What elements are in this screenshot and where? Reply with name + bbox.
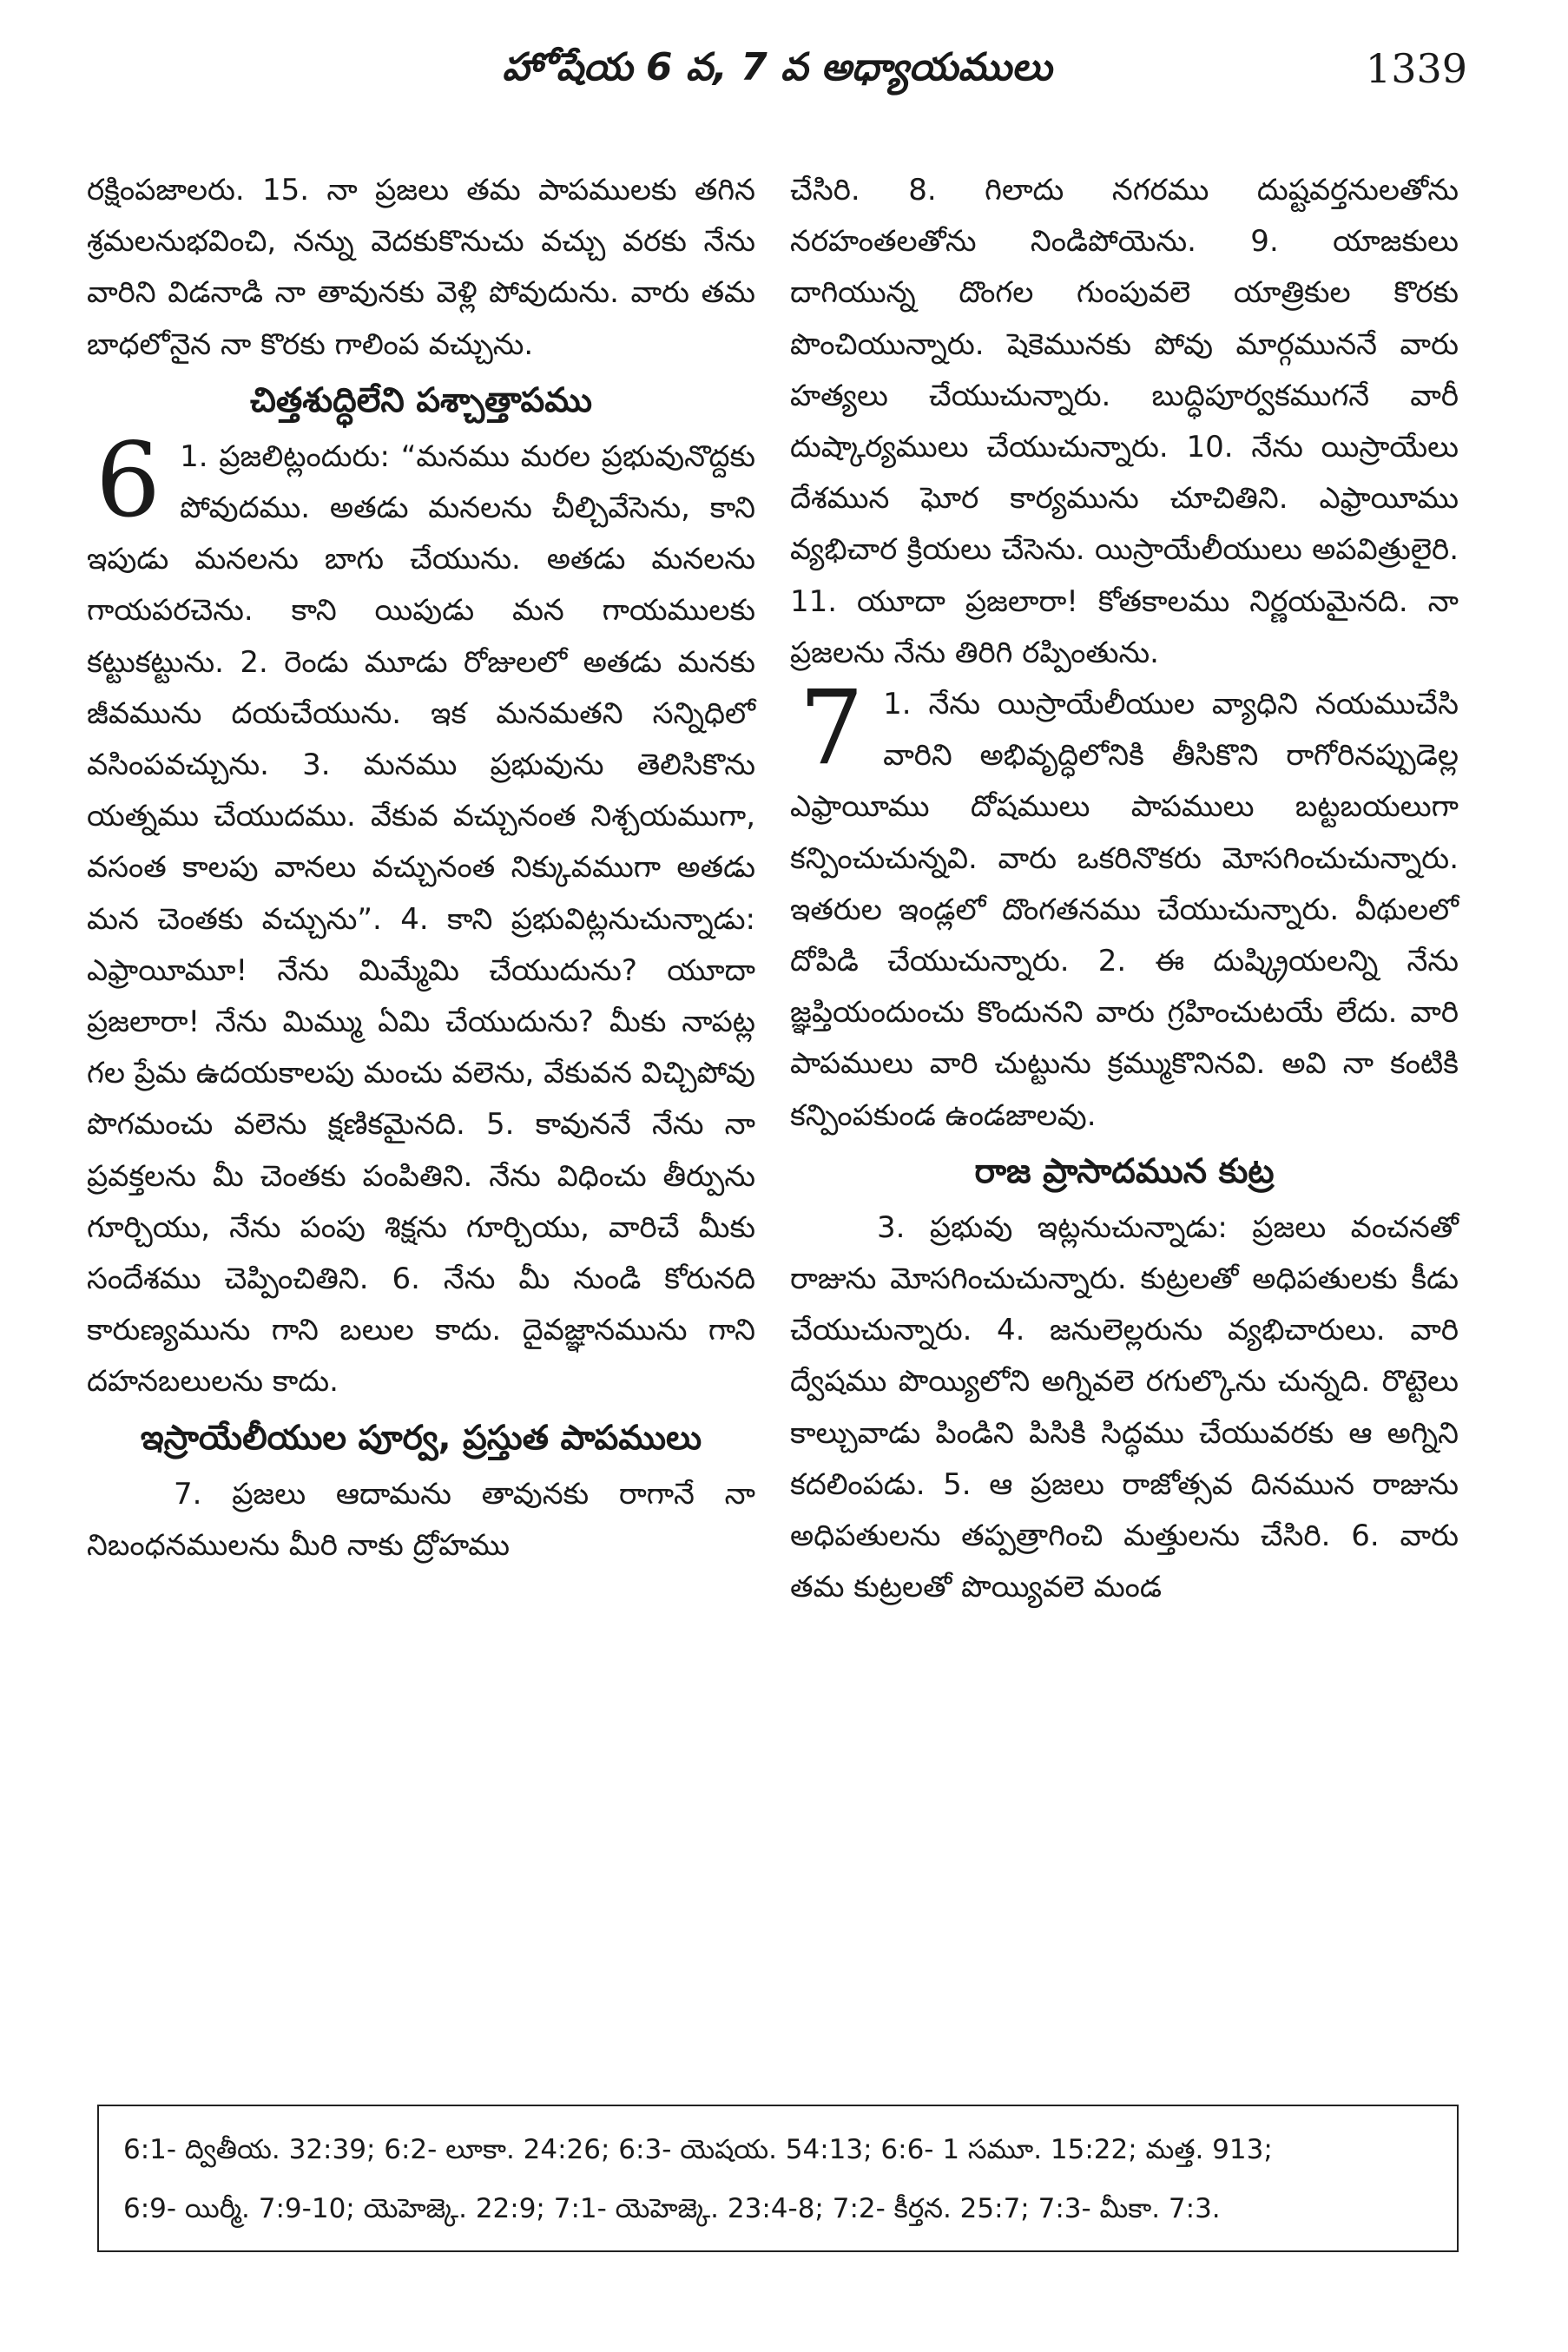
- paragraph-chapter-7: 1. నేను యిస్రాయేలీయుల వ్యాధిని నయముచేసి వారిని అభివృద్ధిలోనికి తీసికొని రాగోరినప్పుడెల్ల ఎఫ్రాయీము దోషములు పాపములు బట్టబయలుగా కన్పించుచున్నవి. వారు ఒకరినొకరు మోసగించుచున్నారు. ఇతరుల ఇండ్లలో దొంగతనము చేయుచున్నారు. వీథులలో దోపిడి చేయుచున్నారు. 2. ఈ దుష్క్రియలన్ని నేను జ్ఞప్తియందుంచు కొందునని వారు గ్రహించుటయే లేదు. వారి పాపములు వారి చుట్టును క్రమ్ముకొనినవి. అవి నా కంటికి కన్పింపకుండ ఉండజాలవు.: [790, 687, 1459, 1133]
- page-number: 1339: [1365, 45, 1467, 92]
- cross-reference-line: 6:1- ద్వితీయ. 32:39; 6:2- లూకా. 24:26; 6:3- యెషయ. 54:13; 6:6- 1 సమూ. 15:22; మత్త. 913;: [123, 2134, 1273, 2165]
- section-heading-insincere-repentance: చిత్తశుద్ధిలేని పశ్చాత్తాపము: [250, 380, 592, 420]
- chapter-number-7: 7: [799, 668, 865, 788]
- paragraph-verse-7: 7. ప్రజలు ఆదామను తావునకు రాగానే నా నిబంధనములను మీరి నాకు ద్రోహము: [87, 1476, 755, 1563]
- chapter-number-6: 6: [96, 419, 161, 540]
- paragraph-verse-15: రక్షింపజాలరు. 15. నా ప్రజలు తమ పాపములకు తగిన శ్రమలనుభవించి, నన్ను వెదకుకొనుచు వచ్చు వరకు నేను వారిని విడనాడి నా తావునకు వెళ్లి పోవుదును. వారు తమ బాధలోనైన నా కొరకు గాలింప వచ్చును.: [87, 173, 755, 362]
- section-heading-israel-sins: ఇస్రాయేలీయుల పూర్వ, ప్రస్తుత పాపములు: [140, 1418, 702, 1458]
- paragraph-chapter-6: 1. ప్రజలిట్లందురు: “మనము మరల ప్రభువునొద్దకు పోవుదము. అతడు మనలను చీల్చివేసెను, కాని ఇపుడు మనలను బాగు చేయును. అతడు మనలను గాయపరచెను. కాని యిపుడు మన గాయములకు కట్టుకట్టును. 2. రెండు మూడు రోజులలో అతడు మనకు జీవమును దయచేయును. ఇక మనమతని సన్నిధిలో వసింపవచ్చును. 3. మనము ప్రభువును తెలిసికొను యత్నము చేయుదము. వేకువ వచ్చునంత నిశ్చయముగా, వసంత కాలపు వానలు వచ్చునంత నిక్కువముగా అతడు మన చెంతకు వచ్చును”. 4. కాని ప్రభువిట్లనుచున్నాడు: ఎఫ్రాయీమూ! నేను మిమ్మేమి చేయుదును? యూదా ప్రజలారా! నేను మిమ్ము ఏమి చేయుదును? మీకు నాపట్ల గల ప్రేమ ఉదయకాలపు మంచు వలెను, వేకువన విచ్చిపోవు పొగమంచు వలెను క్షణికమైనది. 5. కావుననే నేను నా ప్రవక్తలను మీ చెంతకు పంపితిని. నేను విధించు తీర్పును గూర్చియు, నేను పంపు శిక్షను గూర్చియు, వారిచే మీకు సందేశము చెప్పించితిని. 6. నేను మీ నుండి కోరునది కారుణ్యమును గాని బలుల కాదు. దైవజ్ఞానమును గాని దహనబలులను కాదు.: [87, 438, 755, 1400]
- cross-reference-box: [97, 2105, 1459, 2252]
- cross-reference-line: 6:9- యిర్మీ. 7:9-10; యెహెజ్కె. 22:9; 7:1- యెహెజ్కె. 23:4-8; 7:2- కీర్తన. 25:7; 7:3- మీకా. 7:3.: [123, 2193, 1221, 2224]
- running-title: హోషేయ 6 వ, 7 వ అధ్యాయములు: [502, 45, 1052, 89]
- right-column: [790, 165, 1459, 1613]
- paragraph-verses-3-6: 3. ప్రభువు ఇట్లనుచున్నాడు: ప్రజలు వంచనతో రాజును మోసగించుచున్నారు. కుట్రలతో అధిపతులకు కీడు చేయుచున్నారు. 4. జనులెల్లరును వ్యభిచారులు. వారి ద్వేషము పొయ్యిలోని అగ్నివలె రగుల్కొను చున్నది. రొట్టెలు కాల్చువాడు పిండిని పిసికి సిద్ధము చేయువరకు ఆ అగ్నిని కదలింపడు. 5. ఆ ప్రజలు రాజోత్సవ దినమున రాజును అధిపతులను తప్పత్రాగించి మత్తులను చేసిరి. 6. వారు తమ కుట్రలతో పొయ్యివలె మండ: [790, 1209, 1459, 1605]
- page-header: [87, 45, 1467, 115]
- section-heading-palace-conspiracy: రాజ ప్రాసాదమున కుట్ర: [974, 1151, 1275, 1191]
- paragraph-verses-8-11: చేసిరి. 8. గిలాదు నగరము దుష్టవర్తనులతోను నరహంతలతోను నిండిపోయెను. 9. యాజకులు దాగియున్న దొంగల గుంపువలె యాత్రికుల కొరకు పొంచియున్నారు. షెకెమునకు పోవు మార్గముననే వారు హత్యలు చేయుచున్నారు. బుద్ధిపూర్వకముగనే వారీ దుష్కార్యములు చేయుచున్నారు. 10. నేను యిస్రాయేలు దేశమున ఘోర కార్యమును చూచితిని. ఎఫ్రాయీము వ్యభిచార క్రియలు చేసెను. యిస్రాయేలీయులు అపవిత్రులైరి. 11. యూదా ప్రజలారా! కోతకాలము నిర్ణయమైనది. నా ప్రజలను నేను తిరిగి రప్పింతును.: [790, 173, 1459, 670]
- left-column: [87, 165, 755, 1571]
